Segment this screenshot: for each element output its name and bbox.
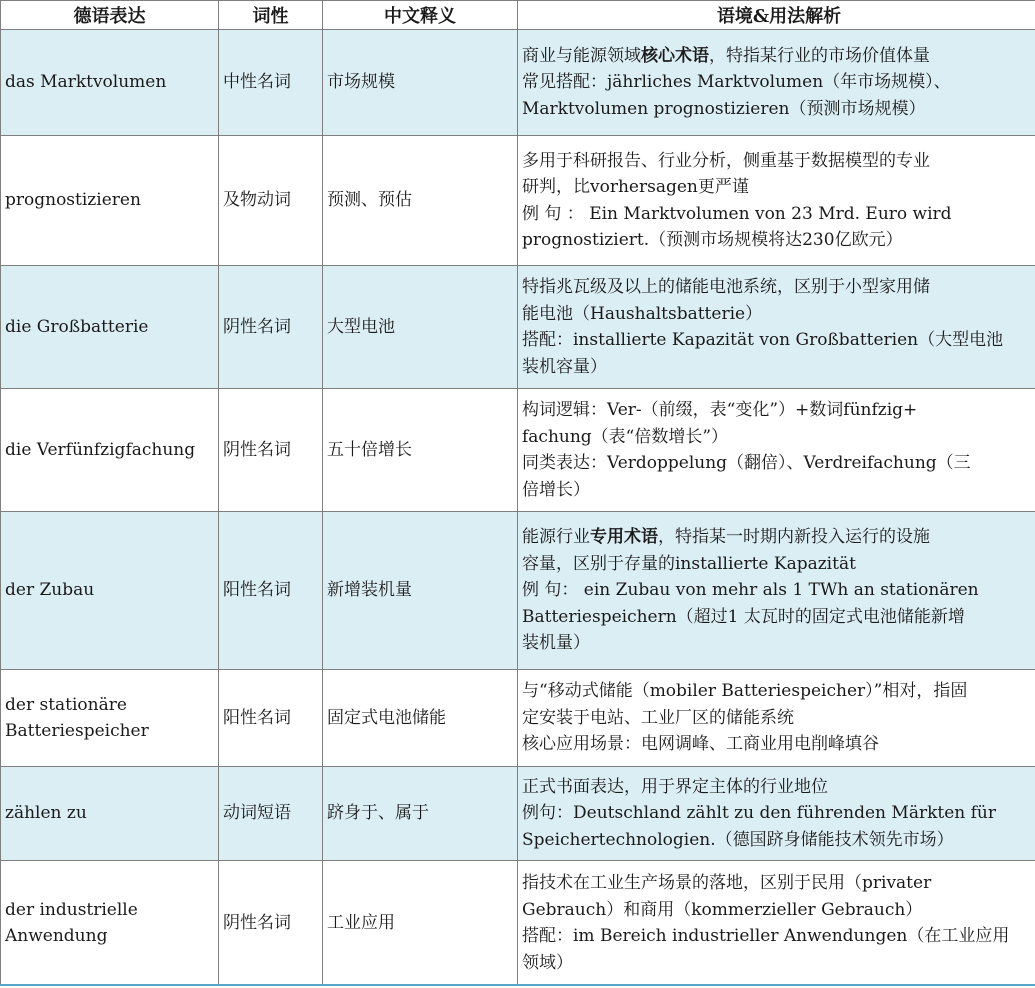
usage-line: 指技术在工业生产场景的落地，区别于民用（privater (522, 873, 932, 893)
usage-line: 研判，比vorhersagen更严谨 (522, 177, 749, 197)
usage-line: 例 句 ： Ein Marktvolumen von 23 Mrd. Euro wird (522, 203, 952, 224)
table-row (1, 512, 1035, 670)
meaning-cell: 五十倍增长 (323, 389, 518, 512)
pos-cell: 阴性名词 (219, 861, 323, 986)
meaning-cell: 新增装机量 (323, 512, 518, 670)
pos-cell: 中性名词 (219, 30, 323, 136)
usage-cell (518, 861, 1035, 986)
usage-cell (518, 512, 1035, 670)
table-row (1, 861, 1035, 986)
usage-line: 搭配：installierte Kapazität von Großbatterien（大型电池 (522, 330, 1004, 350)
usage-line: 能电池（Haushaltsbatterie） (522, 303, 763, 324)
pos-cell: 动词短语 (219, 767, 323, 861)
term-cell: zählen zu (1, 767, 219, 861)
usage-line: 定安装于电站、工业厂区的储能系统 (522, 707, 794, 728)
meaning-cell: 大型电池 (323, 266, 518, 389)
usage-line: Batteriespeichern（超过1 太瓦时的固定式电池储能新增 (522, 606, 965, 627)
usage-line: 多用于科研报告、行业分析，侧重基于数据模型的专业 (522, 150, 930, 171)
meaning-cell: 固定式电池储能 (323, 670, 518, 767)
term-cell: die Verfünfzigfachung (1, 389, 219, 512)
term-cell: die Großbatterie (1, 266, 219, 389)
term-cell (1, 670, 219, 767)
table-row (1, 30, 1035, 136)
usage-line: fachung（表“倍数增长”） (522, 426, 729, 447)
pos-cell: 阳性名词 (219, 670, 323, 767)
term-cell (1, 861, 219, 986)
usage-line: 装机容量） (522, 356, 607, 377)
header-pos: 词性 (219, 1, 323, 30)
bottom-rule (0, 984, 1035, 986)
usage-cell (518, 30, 1035, 136)
meaning-cell: 预测、预估 (323, 136, 518, 266)
term-line: der stationäre (5, 694, 127, 715)
usage-cell (518, 389, 1035, 512)
term-cell: der Zubau (1, 512, 219, 670)
term-line: der industrielle (5, 899, 138, 920)
usage-line: 搭配：im Bereich industrieller Anwendungen（在工业应用 (522, 926, 1010, 946)
header-usage: 语境&用法解析 (518, 1, 1035, 30)
usage-line: 例 句： ein Zubau von mehr als 1 TWh an stationären (522, 580, 979, 601)
header-term: 德语表达 (1, 1, 219, 30)
meaning-cell: 市场规模 (323, 30, 518, 136)
usage-cell (518, 136, 1035, 266)
term-line: Anwendung (5, 926, 108, 946)
usage-line: prognostiziert.（预测市场规模将达230亿欧元） (522, 230, 903, 250)
table-row (1, 767, 1035, 861)
usage-line: Gebrauch）和商用（kommerzieller Gebrauch） (522, 899, 923, 920)
meaning-cell: 工业应用 (323, 861, 518, 986)
pos-cell: 及物动词 (219, 136, 323, 266)
header-row (1, 1, 1035, 30)
term-cell: prognostizieren (1, 136, 219, 266)
pos-cell: 阳性名词 (219, 512, 323, 670)
usage-line: 核心应用场景：电网调峰、工商业用电削峰填谷 (522, 734, 879, 755)
usage-line: 同类表达：Verdoppelung（翻倍）、Verdreifachung（三 (522, 453, 971, 473)
term-line: Batteriespeicher (5, 721, 149, 741)
usage-line: 常见搭配：jährliches Marktvolumen（年市场规模）、 (522, 72, 951, 93)
usage-line: 装机量） (522, 633, 590, 654)
term-cell: das Marktvolumen (1, 30, 219, 136)
usage-line: Marktvolumen prognostizieren（预测市场规模） (522, 98, 926, 119)
pos-cell: 阴性名词 (219, 266, 323, 389)
usage-cell (518, 670, 1035, 767)
usage-line: 与“移动式储能（mobiler Batteriespeicher）”相对，指固 (522, 681, 968, 702)
usage-line: 容量，区别于存量的installierte Kapazität (522, 553, 856, 574)
table-row (1, 670, 1035, 767)
table-row (1, 389, 1035, 512)
usage-cell (518, 266, 1035, 389)
usage-line: 商业与能源领域核心术语，特指某行业的市场价值体量 (522, 45, 930, 66)
table-row (1, 136, 1035, 266)
usage-line: 正式书面表达，用于界定主体的行业地位 (522, 776, 828, 797)
usage-cell (518, 767, 1035, 861)
usage-line: Speichertechnologien.（德国跻身储能技术领先市场） (522, 829, 954, 850)
usage-line: 倍增长） (522, 479, 590, 500)
usage-line: 特指兆瓦级及以上的储能电池系统，区别于小型家用储 (522, 277, 930, 297)
usage-line: 例句：Deutschland zählt zu den führenden Märkten für (522, 803, 996, 824)
usage-line: 能源行业专用术语，特指某一时期内新投入运行的设施 (522, 527, 930, 548)
meaning-cell: 跻身于、属于 (323, 767, 518, 861)
pos-cell: 阴性名词 (219, 389, 323, 512)
usage-line: 领域） (522, 952, 573, 973)
header-meaning: 中文释义 (323, 1, 518, 30)
usage-line: 构词逻辑：Ver-（前缀，表“变化”）+数词fünfzig+ (522, 400, 918, 420)
table-row (1, 266, 1035, 389)
